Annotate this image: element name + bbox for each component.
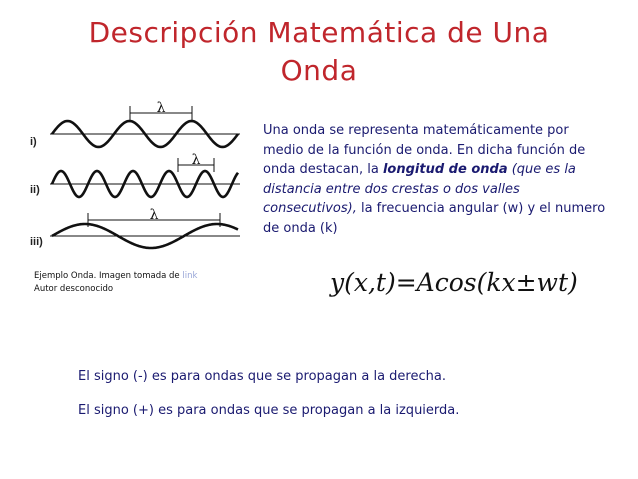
- intro-paragraph: [263, 121, 613, 238]
- intro-parenthetical: (que es la distancia entre dos crestas o dos valles consecutivos),: [263, 162, 576, 216]
- wave-equation: y(x,t)=Acos(kx±wt): [330, 268, 578, 297]
- wave-label-i: i): [30, 136, 37, 148]
- wave-diagram: [30, 100, 245, 260]
- intro-term: longitud de onda: [382, 162, 508, 177]
- lambda-label-i: λ: [156, 100, 166, 116]
- intro-text-2: la frecuencia angular (w) y el numero de onda (k): [263, 201, 606, 236]
- title-line-2: Onda: [280, 54, 358, 87]
- note-negative-sign: El signo (-) es para ondas que se propagan a la derecha.: [78, 369, 446, 384]
- intro-text-1: Una onda se representa matemáticamente por medio de la función de onda. En dicha función de onda destacan, la: [263, 123, 586, 177]
- caption-link[interactable]: link: [182, 271, 198, 281]
- wave-label-iii: iii): [30, 236, 43, 248]
- note-positive-sign: El signo (+) es para ondas que se propagan a la izquierda.: [78, 403, 460, 418]
- lambda-label-iii: λ: [149, 207, 159, 223]
- wave-label-ii: ii): [30, 184, 40, 196]
- slide-title: [0, 14, 638, 90]
- title-line-1: Descripción Matemática de Una: [88, 16, 550, 49]
- caption-text: Ejemplo Onda. Imagen tomada de: [34, 271, 183, 281]
- lambda-label-ii: λ: [191, 152, 201, 168]
- caption-author: Autor desconocido: [34, 284, 114, 294]
- image-caption: [34, 270, 197, 296]
